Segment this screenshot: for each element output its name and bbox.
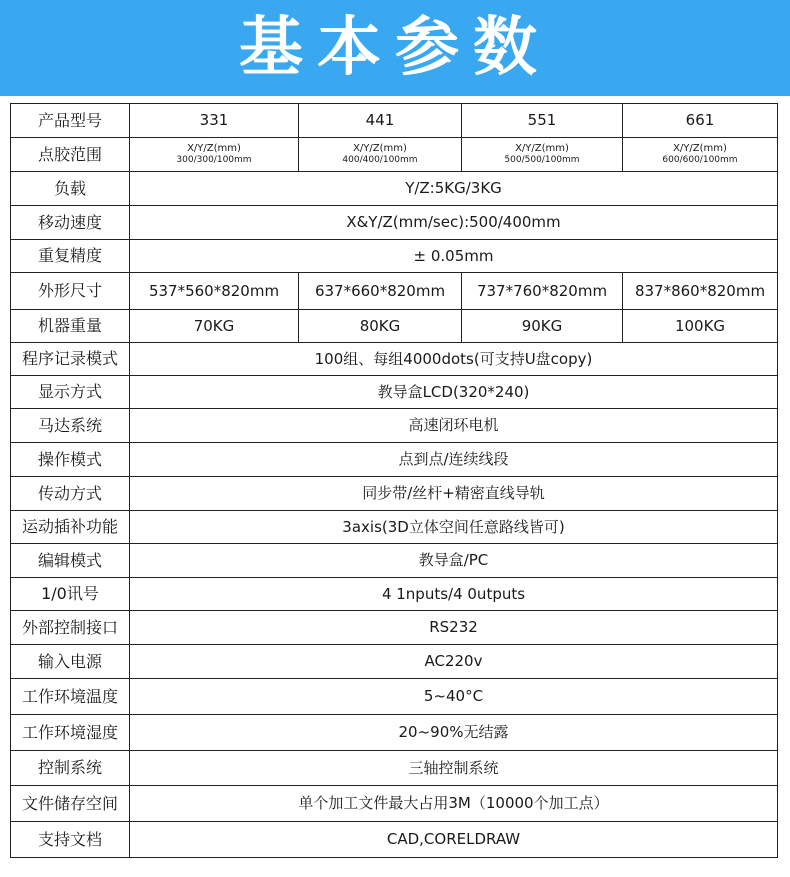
row-label: 程序记录模式 — [11, 343, 130, 376]
weight-cell: 70KG — [130, 310, 299, 343]
range-value: 300/300/100mm — [176, 155, 252, 166]
row-label: 输入电源 — [11, 645, 130, 679]
row-label: 外形尺寸 — [11, 273, 130, 310]
row-label: 移动速度 — [11, 206, 130, 240]
range-cell — [130, 138, 299, 172]
row-value: X&Y/Z(mm/sec):500/400mm — [130, 206, 778, 240]
weight-cell: 90KG — [462, 310, 623, 343]
range-value: 400/400/100mm — [342, 155, 418, 166]
row-label: 1/0讯号 — [11, 578, 130, 611]
title-banner — [0, 0, 790, 96]
table-row-precision — [11, 240, 778, 273]
range-unit: X/Y/Z(mm) — [187, 143, 241, 155]
dimension-cell: 537*560*820mm — [130, 273, 299, 310]
row-label: 文件储存空间 — [11, 786, 130, 822]
row-value: 同步带/丝杆+精密直线导轨 — [130, 477, 778, 511]
row-value: 5~40°C — [130, 679, 778, 715]
page-title: 基本参数 — [239, 11, 551, 85]
row-label: 工作环境湿度 — [11, 715, 130, 751]
weight-cell: 80KG — [299, 310, 462, 343]
row-value: 100组、每组4000dots(可支持U盘copy) — [130, 343, 778, 376]
row-label: 产品型号 — [11, 104, 130, 138]
table-row-load — [11, 172, 778, 206]
table-row-humidity — [11, 715, 778, 751]
spec-table — [10, 103, 778, 858]
row-label: 马达系统 — [11, 409, 130, 443]
row-label: 外部控制接口 — [11, 611, 130, 645]
row-value: 高速闭环电机 — [130, 409, 778, 443]
row-value: Y/Z:5KG/3KG — [130, 172, 778, 206]
row-value: 单个加工文件最大占用3M（10000个加工点） — [130, 786, 778, 822]
table-row-dimensions — [11, 273, 778, 310]
range-value: 600/600/100mm — [662, 155, 738, 166]
range-unit: X/Y/Z(mm) — [515, 143, 569, 155]
range-unit: X/Y/Z(mm) — [353, 143, 407, 155]
table-row-io — [11, 578, 778, 611]
row-value: 教导盒/PC — [130, 544, 778, 578]
model-cell: 331 — [130, 104, 299, 138]
range-cell — [462, 138, 623, 172]
range-cell — [623, 138, 778, 172]
weight-cell: 100KG — [623, 310, 778, 343]
table-row-edit — [11, 544, 778, 578]
range-cell — [299, 138, 462, 172]
row-value: 20~90%无结露 — [130, 715, 778, 751]
table-row-formats — [11, 822, 778, 858]
table-row-speed — [11, 206, 778, 240]
row-label: 工作环境温度 — [11, 679, 130, 715]
table-row-display — [11, 376, 778, 409]
row-label: 运动插补功能 — [11, 511, 130, 544]
row-value: CAD,CORELDRAW — [130, 822, 778, 858]
row-label: 编辑模式 — [11, 544, 130, 578]
range-value: 500/500/100mm — [504, 155, 580, 166]
table-row-model — [11, 104, 778, 138]
row-value: RS232 — [130, 611, 778, 645]
model-cell: 661 — [623, 104, 778, 138]
table-row-range — [11, 138, 778, 172]
table-row-interpolation — [11, 511, 778, 544]
row-label: 点胶范围 — [11, 138, 130, 172]
row-value: 4 1nputs/4 0utputs — [130, 578, 778, 611]
model-cell: 441 — [299, 104, 462, 138]
row-label: 重复精度 — [11, 240, 130, 273]
table-row-control — [11, 751, 778, 786]
row-value: AC220v — [130, 645, 778, 679]
range-unit: X/Y/Z(mm) — [673, 143, 727, 155]
dimension-cell: 637*660*820mm — [299, 273, 462, 310]
table-row-transmission — [11, 477, 778, 511]
model-cell: 551 — [462, 104, 623, 138]
dimension-cell: 837*860*820mm — [623, 273, 778, 310]
table-row-power — [11, 645, 778, 679]
table-row-temperature — [11, 679, 778, 715]
row-label: 显示方式 — [11, 376, 130, 409]
row-label: 控制系统 — [11, 751, 130, 786]
table-row-operation — [11, 443, 778, 477]
row-value: ± 0.05mm — [130, 240, 778, 273]
row-label: 传动方式 — [11, 477, 130, 511]
table-row-interface — [11, 611, 778, 645]
row-label: 机器重量 — [11, 310, 130, 343]
table-row-weight — [11, 310, 778, 343]
table-row-program — [11, 343, 778, 376]
row-value: 三轴控制系统 — [130, 751, 778, 786]
row-value: 3axis(3D立体空间任意路线皆可) — [130, 511, 778, 544]
row-value: 教导盒LCD(320*240) — [130, 376, 778, 409]
table-row-motor — [11, 409, 778, 443]
row-value: 点到点/连续线段 — [130, 443, 778, 477]
row-label: 操作模式 — [11, 443, 130, 477]
table-row-storage — [11, 786, 778, 822]
row-label: 支持文档 — [11, 822, 130, 858]
dimension-cell: 737*760*820mm — [462, 273, 623, 310]
row-label: 负载 — [11, 172, 130, 206]
